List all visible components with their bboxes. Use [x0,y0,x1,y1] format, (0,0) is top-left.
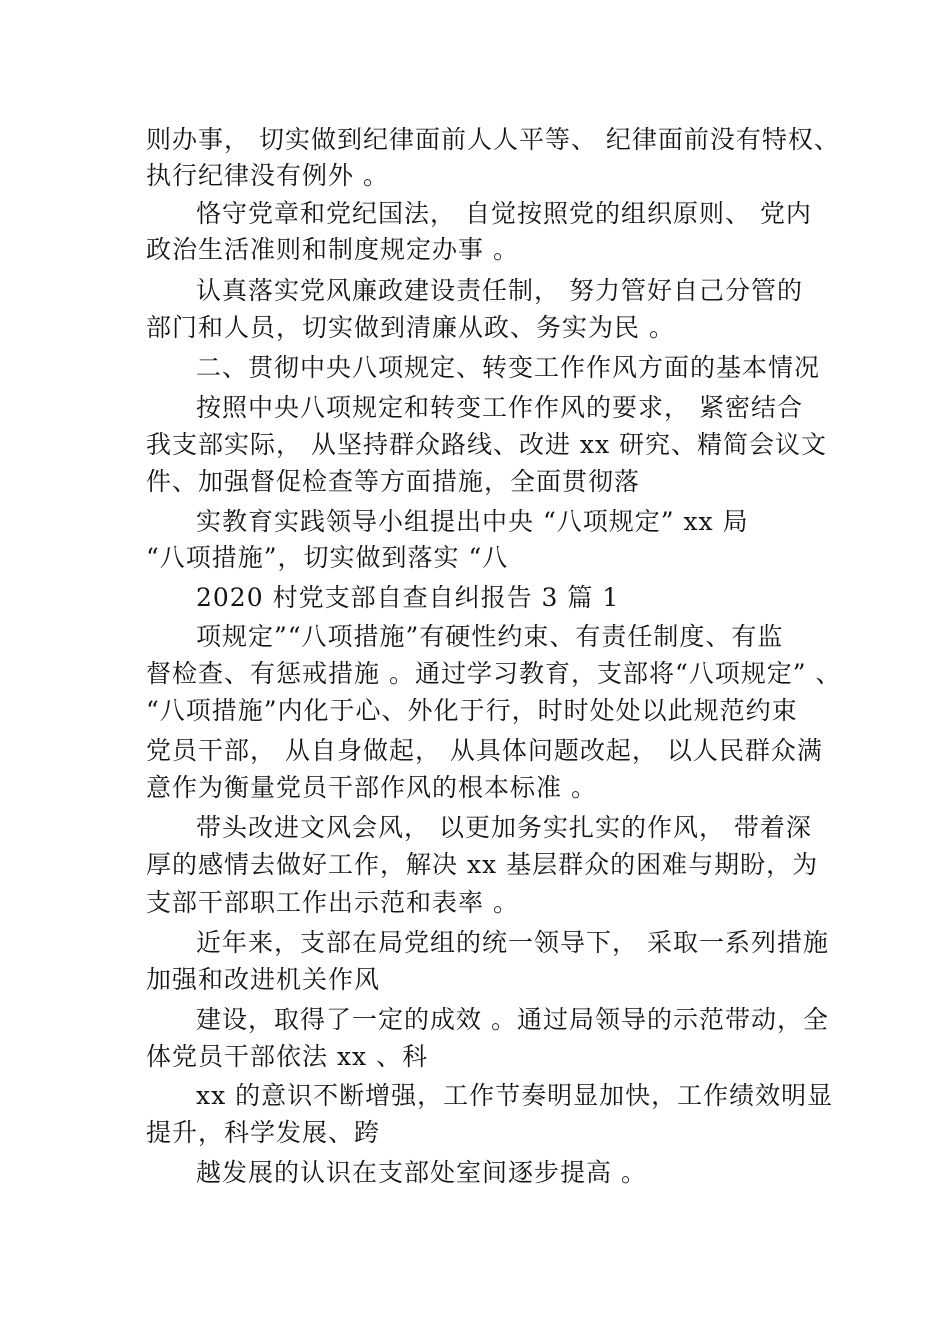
text-line: 则办事， 切实做到纪律面前人人平等、 纪律面前没有特权、 [146,125,840,154]
text-line: 党员干部， 从自身做起， 从具体问题改起， 以人民群众满 [146,736,823,765]
text-line: 我支部实际， 从坚持群众路线、改进 xx 研究、精简会议文 [146,430,828,459]
paragraph-start-line: 按照中央八项规定和转变工作作风的要求， 紧密结合 [196,393,803,422]
paragraph-start-line: 恪守党章和党纪国法， 自觉按照党的组织原则、 党内 [196,199,812,228]
text-line: 加强和改进机关作风 [146,965,381,994]
text-line: 执行纪律没有例外 。 [146,161,389,190]
text-line: 政治生活准则和制度规定办事 。 [146,235,519,264]
text-line: “八项措施”内化于心、外化于行，时时处处以此规范约束 [146,696,798,725]
paragraph-start-line: 带头改进文风会风， 以更加务实扎实的作风， 带着深 [196,813,812,842]
text-line: 厚的感情去做好工作，解决 xx 基层群众的困难与期盼，为 [146,850,819,879]
text-line: 部门和人员，切实做到清廉从政、务实为民 。 [146,313,675,342]
text-line: 支部干部职工作出示范和表率 。 [146,888,519,917]
document-title-line: 2020 村党支部自查自纠报告 3 篇 1 [196,583,620,612]
paragraph-start-line: 越发展的认识在支部处室间逐步提高 。 [196,1158,647,1187]
section-heading: 二、贯彻中央八项规定、转变工作作风方面的基本情况 [196,353,821,382]
text-line: 意作为衡量党员干部作风的根本标准 。 [146,773,597,802]
paragraph-start-line: 建设，取得了一定的成效 。通过局领导的示范带动，全 [196,1005,829,1034]
text-line: “八项措施”，切实做到落实 “八 [146,543,509,572]
paragraph-start-line: 认真落实党风廉政建设责任制， 努力管好自己分管的 [196,276,803,305]
text-line: 体党员干部依法 xx 、科 [146,1042,429,1071]
paragraph-start-line: xx 的意识不断增强，工作节奏明显加快，工作绩效明显 [196,1081,834,1110]
text-line: 提升，科学发展、跨 [146,1118,381,1147]
paragraph-start-line: 实教育实践领导小组提出中央 “八项规定” xx 局 [196,507,749,536]
text-line: 件、加强督促检查等方面措施，全面贯彻落 [146,467,641,496]
paragraph-start-line: 项规定”“八项措施”有硬性约束、有责任制度、有监 [196,622,784,651]
text-line: 督检查、有惩戒措施 。通过学习教育，支部将“八项规定” 、 [146,659,842,688]
paragraph-start-line: 近年来，支部在局党组的统一领导下， 采取一系列措施 [196,928,829,957]
